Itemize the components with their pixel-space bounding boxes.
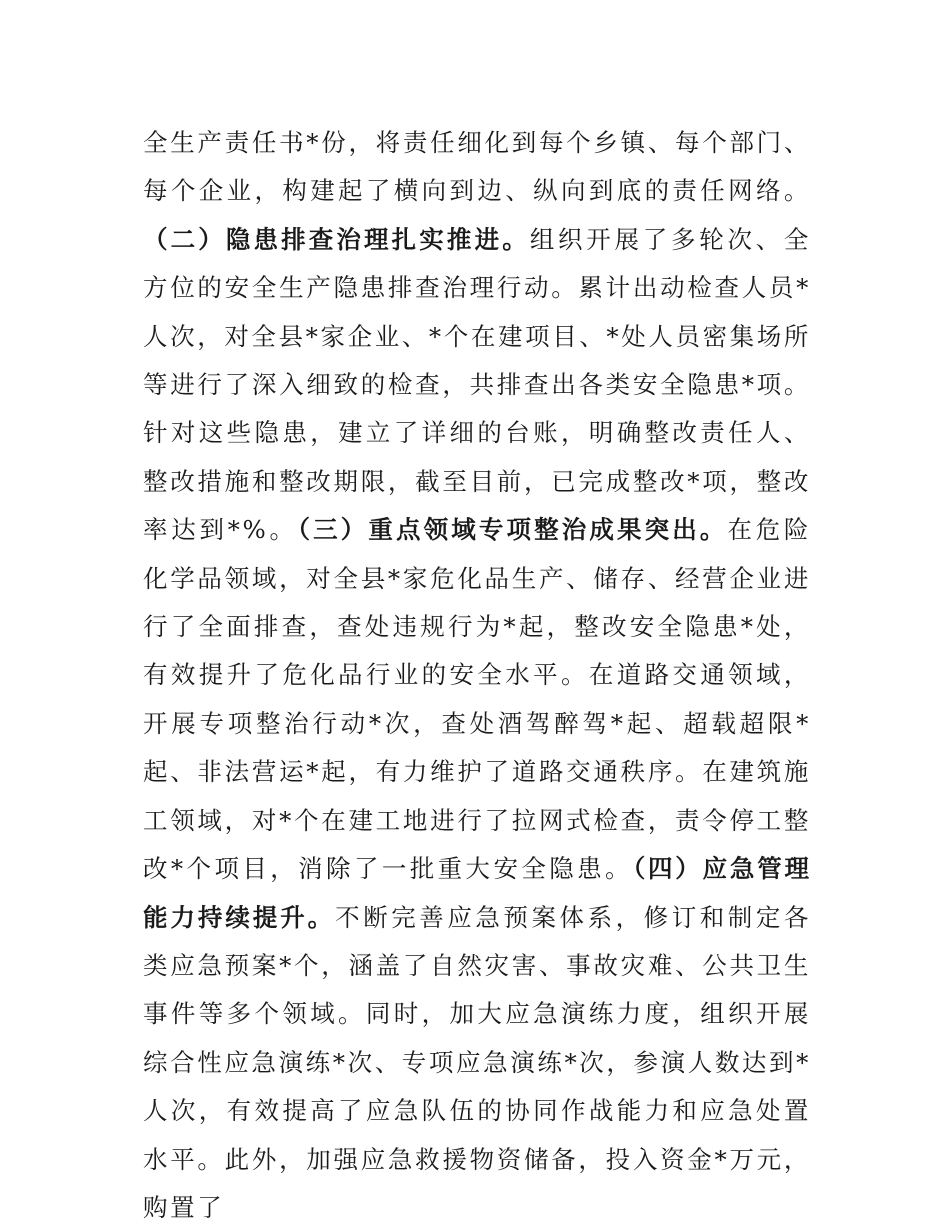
- section-heading-4: （四）应急管理能力持续提升。: [143, 854, 811, 932]
- paragraph-text: 全生产责任书*份，将责任细化到每个乡镇、每个部门、每个企业，构建起了横向到边、纵向到底的责任网络。: [143, 128, 811, 206]
- paragraph-text: 在危险化学品领域，对全县*家危化品生产、储存、经营企业进行了全面排查，查处违规行为*起，整改安全隐患*处，有效提升了危化品行业的安全水平。在道路交通领域，开展专项整治行动*次，查处酒驾醉驾*起、超载超限*起、非法营运*起，有力维护了道路交通秩序。在建筑施工领域，对*个在建工地进行了拉网式检查，责令停工整改*个项目，消除了一批重大安全隐患。: [143, 515, 811, 884]
- paragraph-text: 组织开展了多轮次、全方位的安全生产隐患排查治理行动。累计出动检查人员*人次，对全县*家企业、*个在建项目、*处人员密集场所等进行了深入细致的检查，共排查出各类安全隐患*项。针对这些隐患，建立了详细的台账，明确整改责任人、整改措施和整改期限，截至目前，已完成整改*项，整改率达到*%。: [143, 224, 812, 545]
- section-heading-3: （三）重点领域专项整治成果突出。: [297, 515, 728, 545]
- body-paragraph: [143, 119, 811, 1232]
- paragraph-text: 不断完善应急预案体系，修订和制定各类应急预案*个，涵盖了自然灾害、事故灾难、公共卫生事件等多个领域。同时，加大应急演练力度，组织开展综合性应急演练*次、专项应急演练*次，参演人数达到*人次，有效提高了应急队伍的协同作战能力和应急处置水平。此外，加强应急救援物资储备，投入资金*万元，购置了: [143, 902, 812, 1222]
- section-heading-2: （二）隐患排查治理扎实推进。: [143, 224, 530, 254]
